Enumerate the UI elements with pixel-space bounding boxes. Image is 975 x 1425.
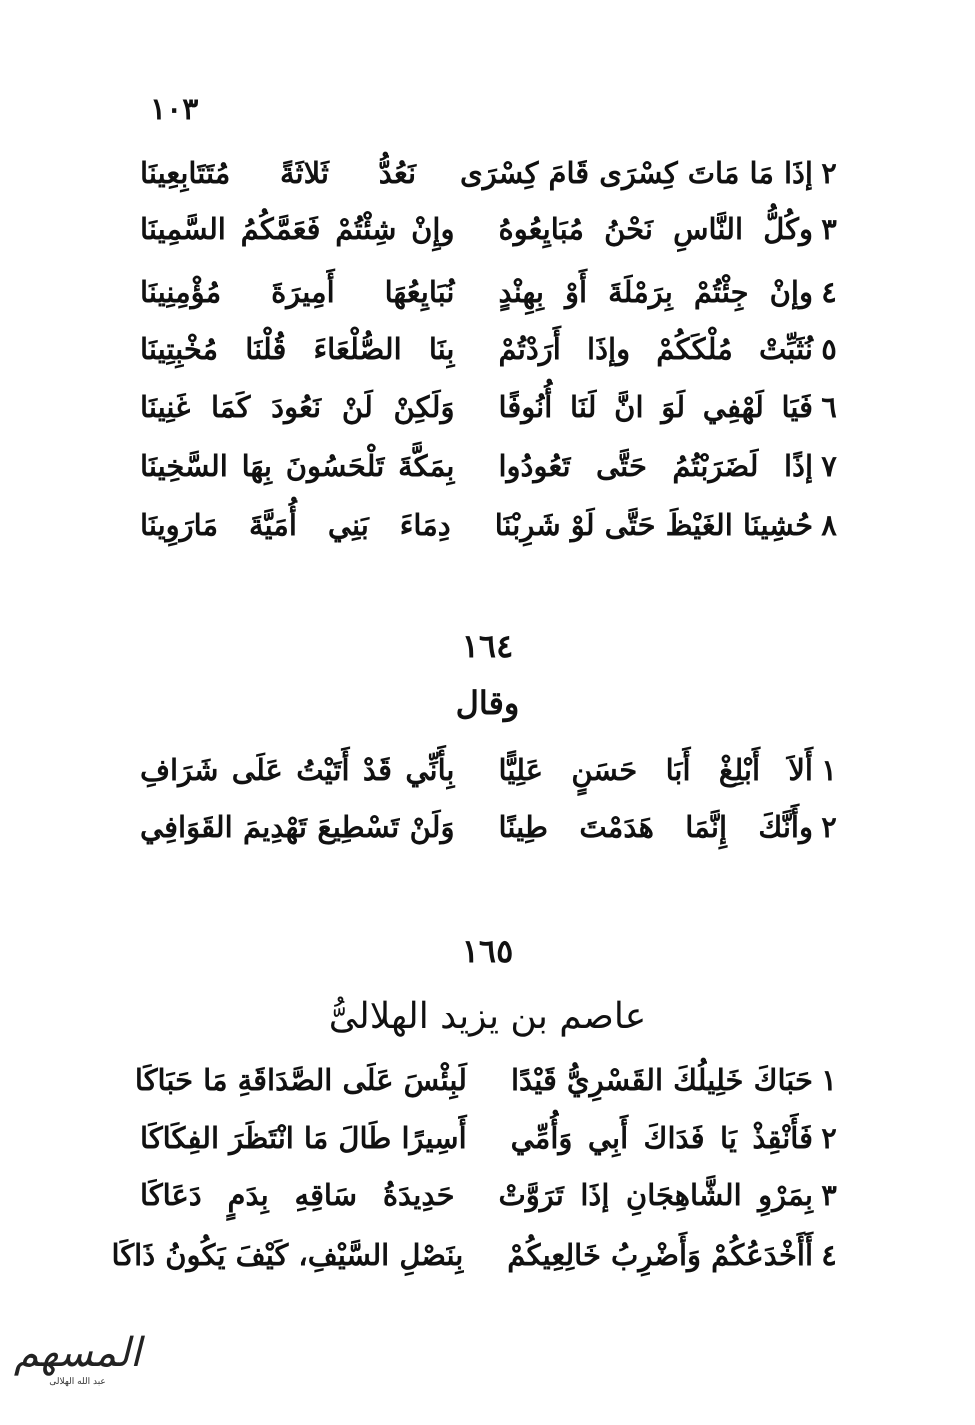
- second-hemistich: بِمَكَّةَ تَلْحَسُونَ بِهَا السَّخِينَا: [140, 449, 455, 483]
- verse-number: ٣: [821, 212, 837, 246]
- verse-number: ١: [821, 1063, 837, 1097]
- second-hemistich: حَدِيدَةُ سَاقِهِ بِدَمٍ دَعَاكَا: [140, 1178, 455, 1212]
- first-hemistich: فَأَنْقِذْ يَا فَدَاكَ أَبِي وَأُمِّي: [510, 1121, 813, 1155]
- first-hemistich: أَأَخْدَعُكُمْ وَأَضْرِبُ خَالِعِيكُمْ: [507, 1238, 813, 1272]
- verse-number: ١: [821, 753, 837, 787]
- first-hemistich: إذَا مَا مَاتَ كِسْرَى قَامَ كِسْرَى: [460, 156, 813, 190]
- verse-line: [111, 1227, 845, 1283]
- second-hemistich: وإِنْ شِئْتُمْ فَعَمَّكُمُ السَّمِينَا: [140, 212, 455, 246]
- first-hemistich: وكُلُّ النَّاسِ نَحْنُ مُبَايِعُوهُ: [498, 212, 813, 246]
- section-number: ١٦٥: [461, 932, 514, 970]
- verse-number: ٥: [821, 332, 837, 366]
- verse-number: ٨: [821, 508, 837, 542]
- verse-line: [140, 497, 845, 553]
- verse-number: ٦: [821, 390, 837, 424]
- first-hemistich: حَبَاكَ خَلِيلُكَ القَسْرِيُّ قَيْدًا: [510, 1063, 813, 1097]
- verse-number: ٢: [821, 156, 837, 190]
- verse-number: ٤: [821, 275, 837, 309]
- second-hemistich: بِنَصْلِ السَّيْفِ، كَيْفَ يَكُونُ ذَاكَا: [111, 1238, 464, 1272]
- second-hemistich: وَلَنْ تَسْطِيعَ تَهْدِيمَ القَوَافِي: [140, 810, 455, 844]
- verse-line: [140, 201, 845, 257]
- stamp-logo: المسهم: [13, 1330, 142, 1376]
- first-hemistich: إذًا لَضَرَبْتُمُ حَتَّى تَعُودُوا: [498, 449, 813, 483]
- first-hemistich: حُشِينَا الغَيْظَ حَتَّى لَوْ شَرِبْنَا: [494, 508, 813, 542]
- library-stamp: [10, 1330, 145, 1410]
- verse-line: [140, 379, 845, 435]
- page-number: ١٠٣: [150, 92, 199, 127]
- verse-number: ٢: [821, 1121, 837, 1155]
- second-hemistich: نُبَايِعُهَا أَمِيرَةَ مُؤْمِنِينَا: [140, 275, 455, 309]
- second-hemistich: أَسِيرًا طَالَ مَا انْتَظَرَ الفِكَاكَا: [140, 1121, 467, 1155]
- verse-line: [134, 1052, 845, 1108]
- verse-line: [140, 321, 845, 377]
- second-hemistich: دِمَاءَ بَنِي أُمَيَّةَ مَارَوِينَا: [140, 508, 451, 542]
- first-hemistich: وإنْ جِئْتُمْ بِرَمْلَةَ أَوْ بِهِنْدٍ: [498, 275, 813, 309]
- second-hemistich: نَعُدُّ ثَلاثَةً مُتَتَابِعِينَا: [140, 156, 417, 190]
- stamp-caption: عبد الله الهلالى: [49, 1377, 106, 1387]
- section-title: عاصم بن يزيد الهلالىُّ: [328, 996, 647, 1037]
- section-number: ١٦٤: [461, 627, 514, 665]
- verse-number: ٤: [821, 1238, 837, 1272]
- verse-line: [140, 438, 845, 494]
- verse-number: ٣: [821, 1178, 837, 1212]
- verse-line: [140, 264, 845, 320]
- verse-line: [140, 1110, 845, 1166]
- second-hemistich: بِأَنِّي قَدْ أَتَيْتُ عَلَى شَرَافِ: [140, 753, 455, 787]
- verse-line: [140, 799, 845, 855]
- second-hemistich: بِنَا الصُّلْعَاءَ قُلْنَا مُخْبِتِينَا: [140, 332, 455, 366]
- verse-line: [140, 145, 845, 201]
- verse-number: ٢: [821, 810, 837, 844]
- verse-line: [140, 1167, 845, 1223]
- first-hemistich: نُثَبِّتْ مُلْكَكُمْ وإذَا أَرَدْتُمْ: [498, 332, 813, 366]
- second-hemistich: لَبِئْسَ عَلَى الصَّدَاقَةِ مَا حَبَاكَا: [134, 1063, 467, 1097]
- first-hemistich: فَيَا لَهْفِي لَوَ انَّ لَنَا أُنُوفًا: [498, 390, 813, 424]
- first-hemistich: أَلاَ أَبْلِغْ أَبَا حَسَنٍ عَلِيًّا: [498, 753, 813, 787]
- section-title: وقال: [455, 684, 520, 722]
- second-hemistich: وَلَكِنْ لَنْ نَعُودَ كَمَا غَنِينَا: [140, 390, 455, 424]
- first-hemistich: وأَنَّكَ إِنَّمَا هَدَمْتَ طِينًا: [498, 810, 813, 844]
- verse-line: [140, 742, 845, 798]
- first-hemistich: بِمَرْوِ الشَّاهِجَانِ إذَا تَرَوَّتْ: [498, 1178, 813, 1212]
- verse-number: ٧: [821, 449, 837, 483]
